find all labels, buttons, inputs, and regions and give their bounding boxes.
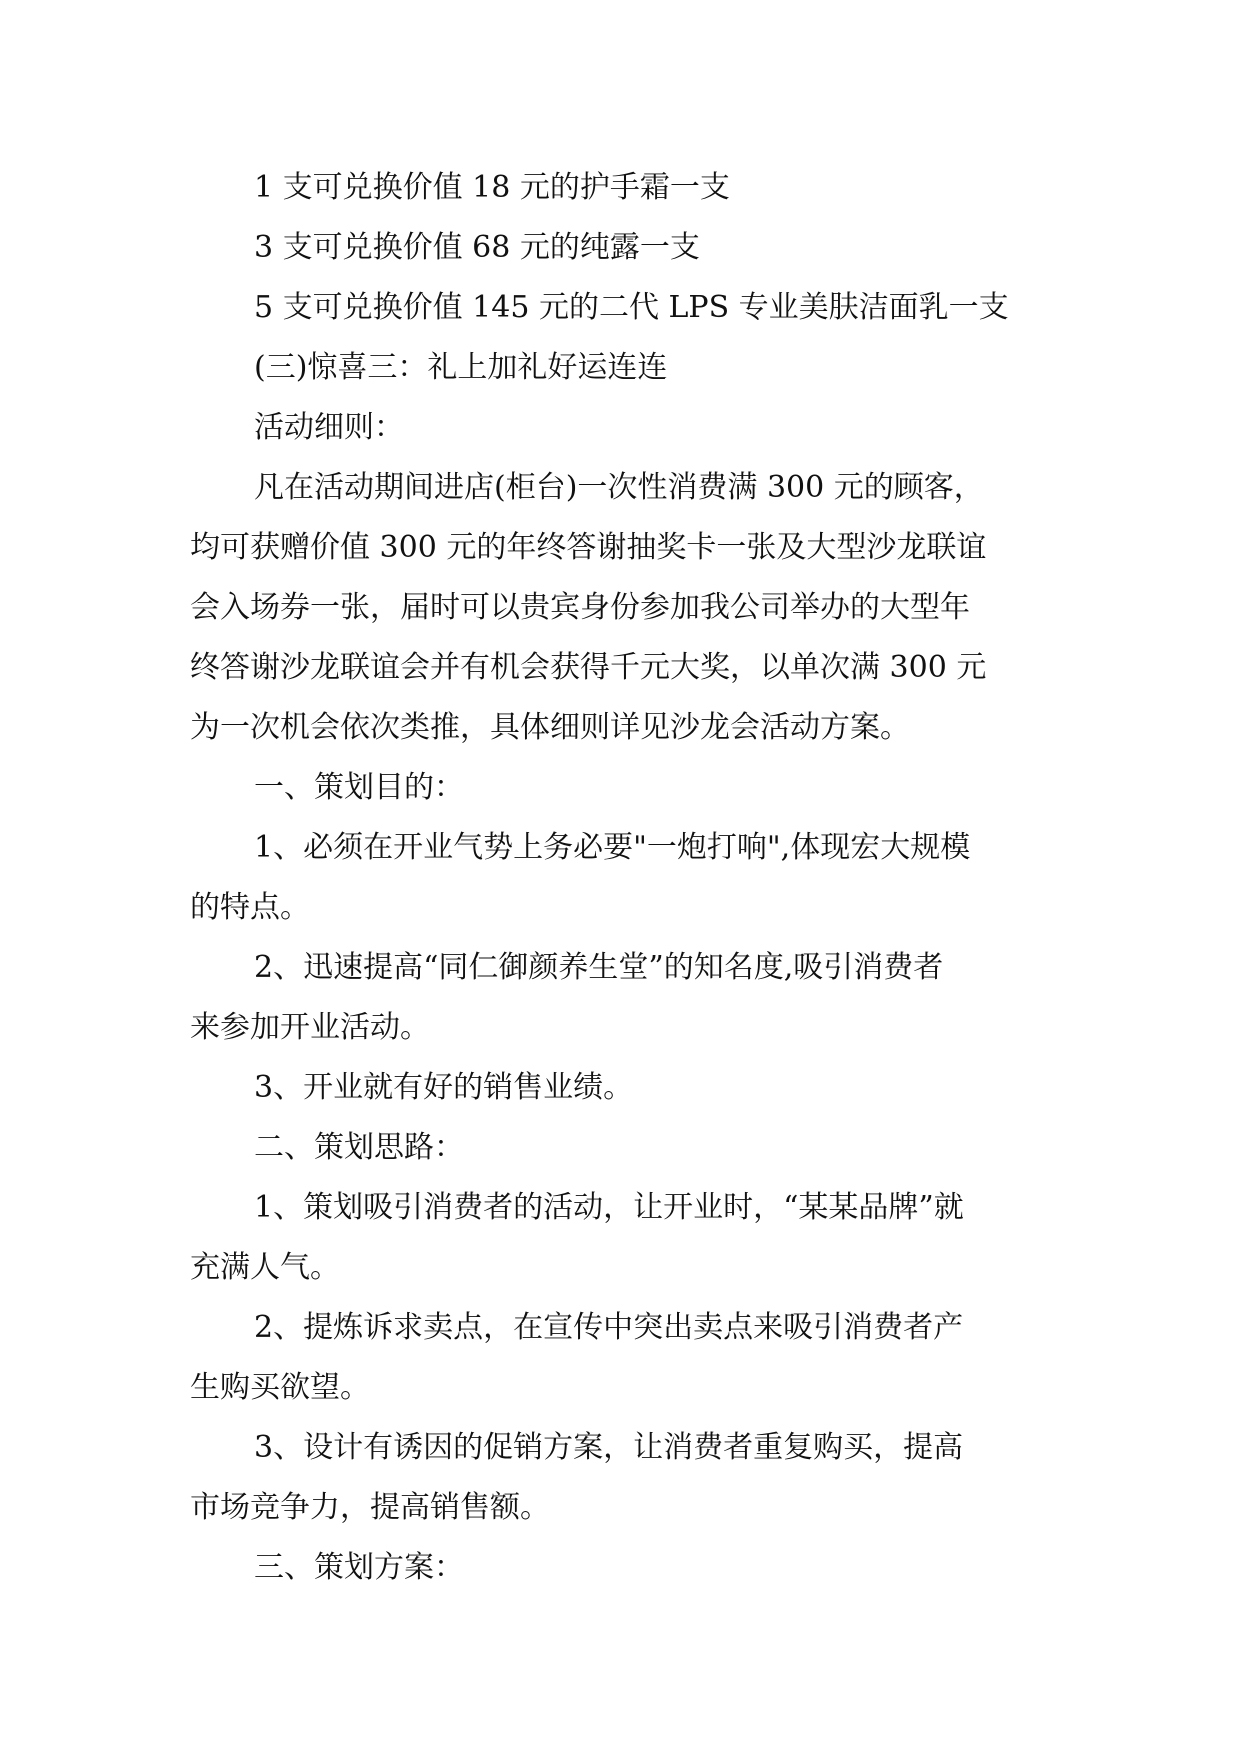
paragraph-line: 市场竞争力，提高销售额。 xyxy=(190,1490,550,1525)
paragraph-line: 3 支可兑换价值 68 元的纯露一支 xyxy=(254,230,700,265)
paragraph-line: 1、必须在开业气势上务必要"一炮打响",体现宏大规模 xyxy=(254,830,971,865)
paragraph-line: 凡在活动期间进店(柜台)一次性消费满 300 元的顾客， xyxy=(254,470,984,505)
paragraph-line: 生购买欲望。 xyxy=(190,1370,370,1405)
section-heading: (三)惊喜三：礼上加礼好运连连 xyxy=(254,350,668,385)
subheading: 活动细则： xyxy=(254,410,404,445)
paragraph-line: 的特点。 xyxy=(190,890,310,925)
paragraph-line: 1 支可兑换价值 18 元的护手霜一支 xyxy=(254,170,730,205)
section-heading: 三、策划方案： xyxy=(254,1550,464,1585)
paragraph-line: 来参加开业活动。 xyxy=(190,1010,430,1045)
paragraph-line: 5 支可兑换价值 145 元的二代 LPS 专业美肤洁面乳一支 xyxy=(254,290,1009,325)
paragraph-line: 充满人气。 xyxy=(190,1250,340,1285)
paragraph-line: 1、策划吸引消费者的活动，让开业时，“某某品牌”就 xyxy=(254,1190,964,1225)
section-heading: 一、策划目的： xyxy=(254,770,464,805)
paragraph-line: 3、设计有诱因的促销方案，让消费者重复购买，提高 xyxy=(254,1430,964,1465)
paragraph-line: 均可获赠价值 300 元的年终答谢抽奖卡一张及大型沙龙联谊 xyxy=(190,530,987,565)
paragraph-line: 为一次机会依次类推，具体细则详见沙龙会活动方案。 xyxy=(190,710,910,745)
paragraph-line: 2、提炼诉求卖点，在宣传中突出卖点来吸引消费者产 xyxy=(254,1310,964,1345)
paragraph-line: 2、迅速提高“同仁御颜养生堂”的知名度,吸引消费者 xyxy=(254,950,944,985)
section-heading: 二、策划思路： xyxy=(254,1130,464,1165)
paragraph-line: 会入场券一张，届时可以贵宾身份参加我公司举办的大型年 xyxy=(190,590,970,625)
paragraph-line: 终答谢沙龙联谊会并有机会获得千元大奖，以单次满 300 元 xyxy=(190,650,987,685)
document-body xyxy=(190,158,1052,1598)
paragraph-line: 3、开业就有好的销售业绩。 xyxy=(254,1070,634,1105)
